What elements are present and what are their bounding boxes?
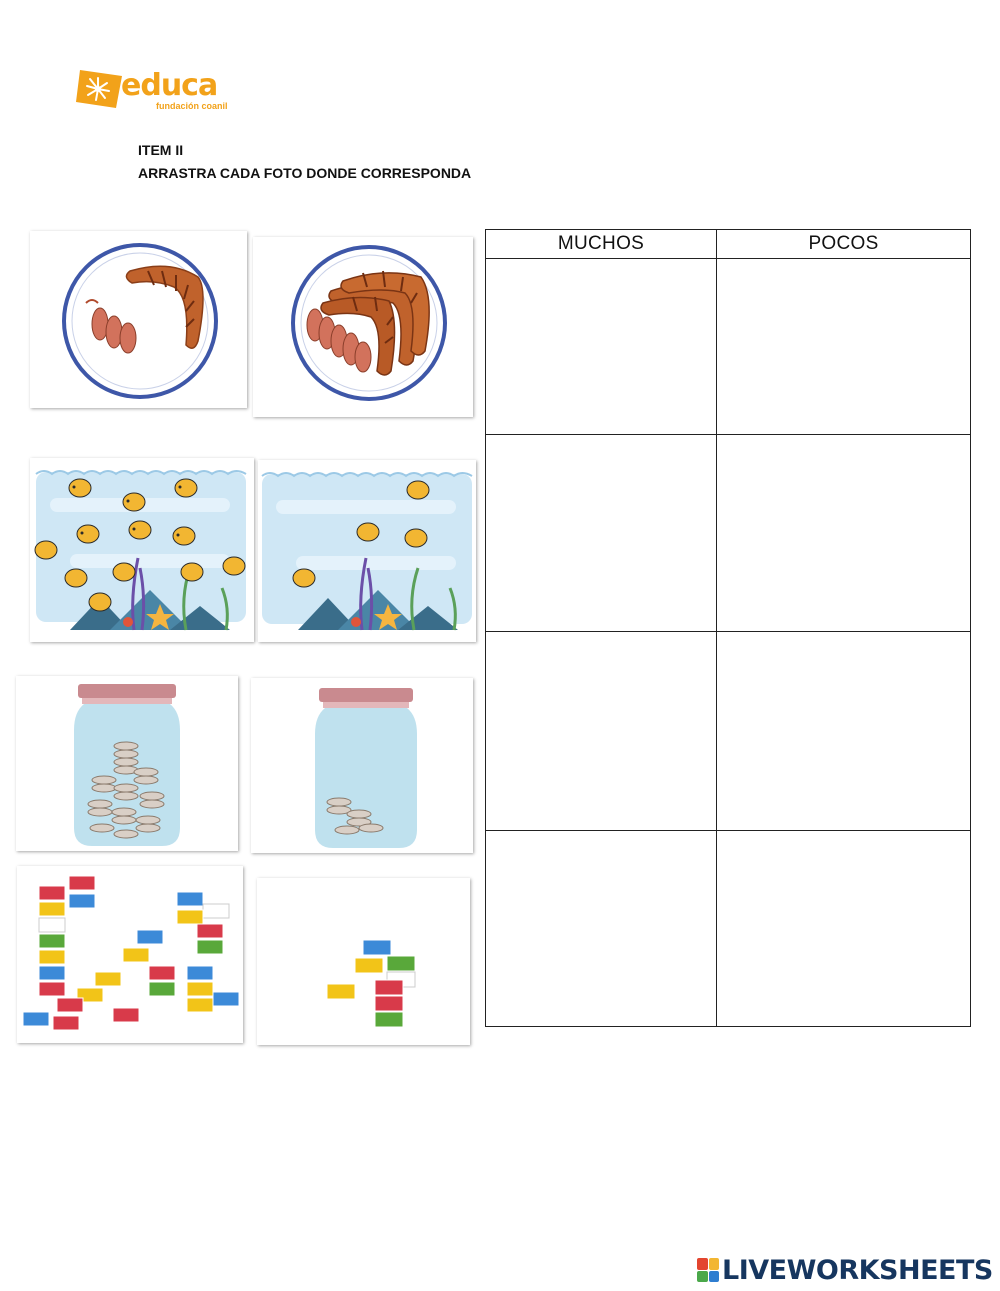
pocos-drop-zone-3[interactable] bbox=[717, 632, 971, 831]
pocos-drop-zone-2[interactable] bbox=[717, 435, 971, 632]
jar-coins-many-icon bbox=[16, 676, 238, 851]
pocos-drop-zone-1[interactable] bbox=[717, 259, 971, 435]
blocks-few-icon bbox=[257, 878, 470, 1045]
muchos-header: MUCHOS bbox=[486, 230, 717, 259]
liveworksheets-brand bbox=[697, 1254, 993, 1286]
fish-many-icon bbox=[30, 458, 254, 642]
plate-sausages-few-icon bbox=[30, 231, 247, 408]
sun-logo-icon bbox=[76, 64, 124, 110]
many-fish-aquarium-image[interactable] bbox=[30, 458, 254, 642]
table-row bbox=[486, 632, 971, 831]
muchos-drop-zone-4[interactable] bbox=[486, 831, 717, 1027]
few-coins-jar-image[interactable] bbox=[251, 678, 473, 853]
liveworksheets-logo-icon bbox=[697, 1258, 719, 1282]
table-row bbox=[486, 259, 971, 435]
table-row bbox=[486, 831, 971, 1027]
muchos-drop-zone-1[interactable] bbox=[486, 259, 717, 435]
liveworksheets-wordmark: LIVEWORKSHEETS bbox=[722, 1254, 993, 1286]
item-label: ITEM II bbox=[138, 142, 184, 158]
sorting-table bbox=[485, 229, 971, 1027]
educa-logo bbox=[76, 64, 236, 116]
few-blocks-image[interactable] bbox=[257, 878, 470, 1045]
logo-subtitle: fundación coanil bbox=[156, 101, 228, 111]
many-blocks-image[interactable] bbox=[17, 866, 243, 1043]
blocks-many-icon bbox=[17, 866, 243, 1043]
pocos-drop-zone-4[interactable] bbox=[717, 831, 971, 1027]
fish-few-icon bbox=[258, 460, 476, 642]
table-header-row bbox=[486, 230, 971, 259]
muchos-drop-zone-2[interactable] bbox=[486, 435, 717, 632]
pocos-header: POCOS bbox=[717, 230, 971, 259]
table-row bbox=[486, 435, 971, 632]
logo-wordmark: educa bbox=[121, 68, 218, 103]
many-coins-jar-image[interactable] bbox=[16, 676, 238, 851]
many-sausages-plate-image[interactable] bbox=[253, 237, 473, 417]
plate-sausages-many-icon bbox=[253, 237, 473, 417]
jar-coins-few-icon bbox=[251, 678, 473, 853]
muchos-drop-zone-3[interactable] bbox=[486, 632, 717, 831]
instruction-text: ARRASTRA CADA FOTO DONDE CORRESPONDA bbox=[138, 165, 472, 181]
few-fish-aquarium-image[interactable] bbox=[258, 460, 476, 642]
few-sausages-plate-image[interactable] bbox=[30, 231, 247, 408]
